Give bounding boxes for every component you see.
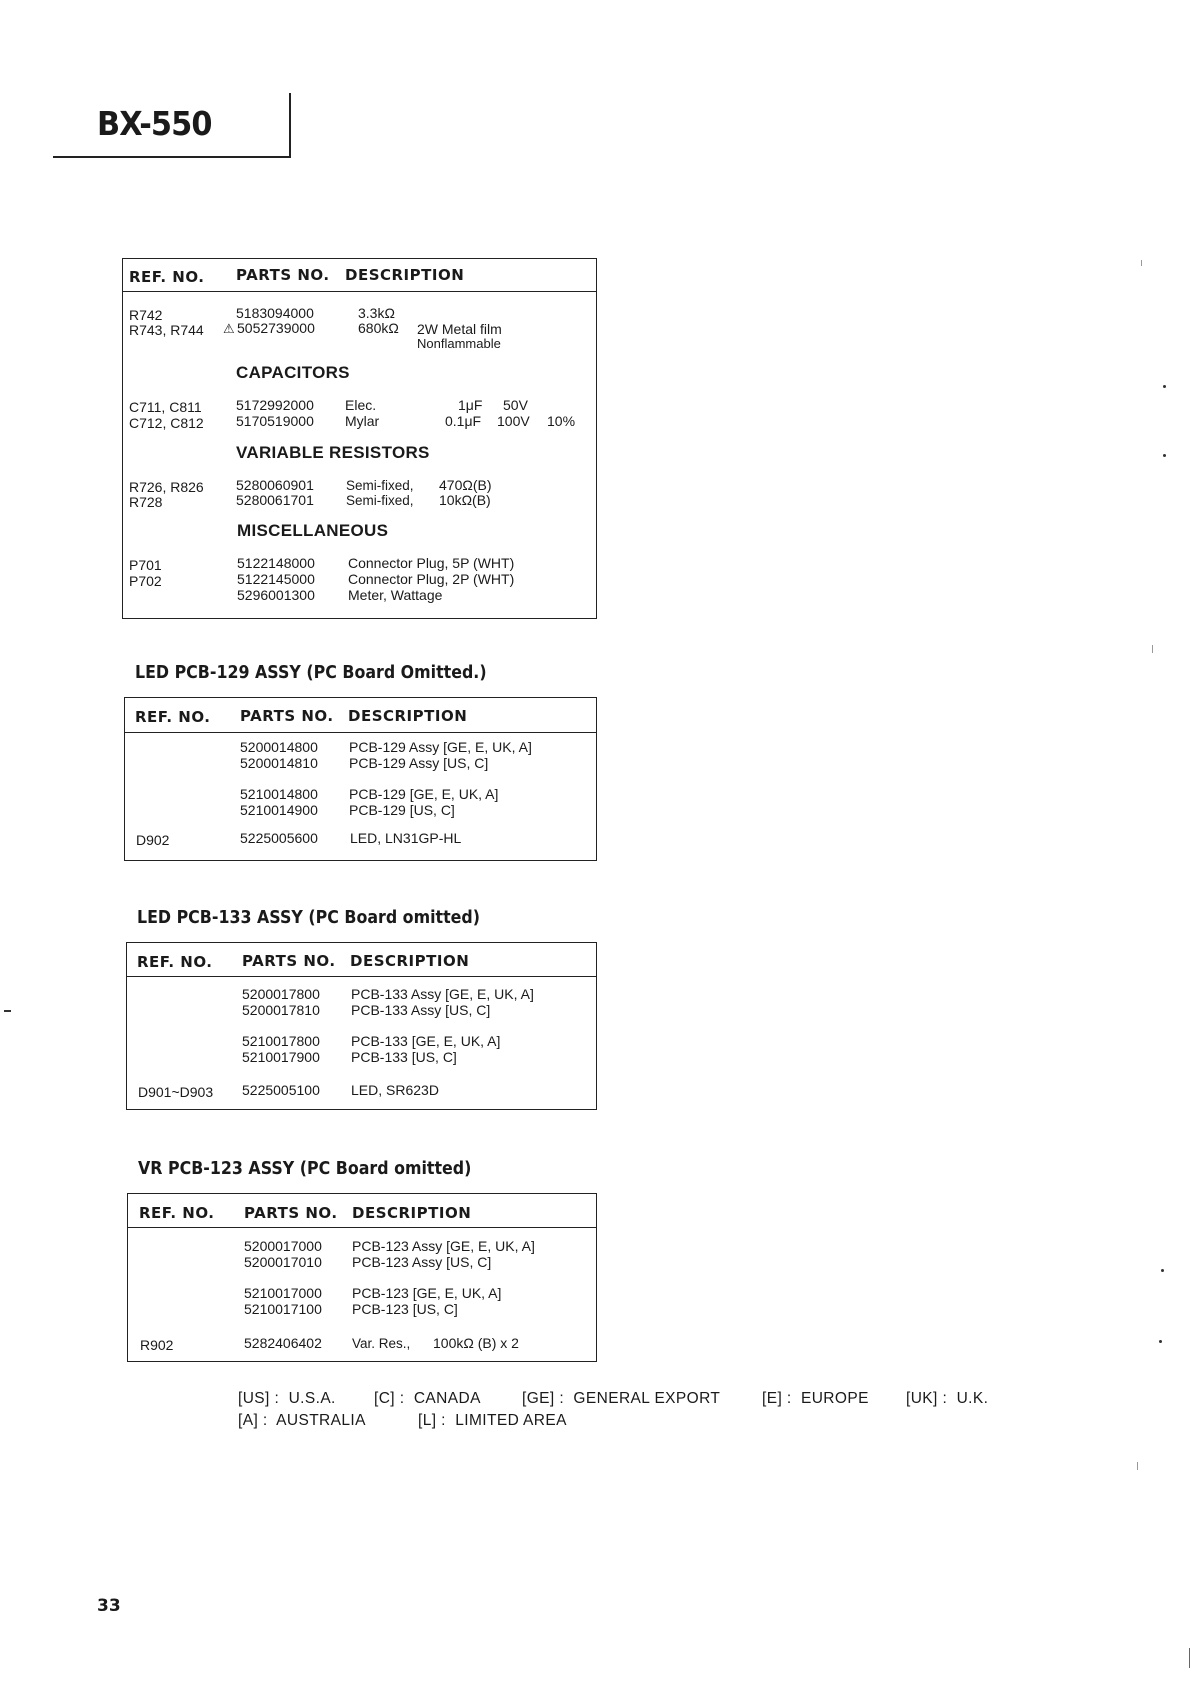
ref-no: P701 [129, 557, 162, 573]
header-rule-vertical [289, 93, 291, 157]
description: PCB-133 [GE, E, UK, A] [351, 1033, 501, 1049]
col-description: DESCRIPTION [348, 707, 468, 725]
col-ref-no: REF. NO. [129, 268, 205, 286]
voltage: 100V [497, 413, 530, 429]
legend-ge: [GE] : GENERAL EXPORT [522, 1390, 721, 1407]
scan-speck [1159, 1340, 1162, 1343]
parts-no: 5210014800 [240, 786, 318, 802]
parts-no: 5200014810 [240, 755, 318, 771]
description: Mylar [345, 413, 380, 429]
parts-no: 5172992000 [236, 397, 314, 413]
col-description: DESCRIPTION [352, 1204, 472, 1222]
parts-no: 5170519000 [236, 413, 314, 429]
col-parts-no: PARTS NO. [244, 1204, 338, 1222]
ref-no: C711, C811 [129, 399, 202, 415]
section-title-pcb-123: VR PCB-123 ASSY (PC Board omitted) [138, 1158, 472, 1179]
col-parts-no: PARTS NO. [236, 266, 330, 284]
section-title-pcb-133: LED PCB-133 ASSY (PC Board omitted) [137, 907, 480, 928]
description: PCB-133 [US, C] [351, 1049, 457, 1065]
scan-mark [1137, 1462, 1138, 1470]
ref-no: D901~D903 [138, 1084, 214, 1100]
parts-no: 5122148000 [237, 555, 315, 571]
safety-mark-icon: ⚠ [223, 321, 235, 336]
col-description: DESCRIPTION [345, 266, 465, 284]
parts-no: 5122145000 [237, 571, 315, 587]
parts-no: 5282406402 [244, 1335, 322, 1351]
description: PCB-133 Assy [US, C] [351, 1002, 491, 1018]
scan-mark [1152, 645, 1153, 653]
model-title: BX-550 [97, 104, 212, 143]
col-ref-no: REF. NO. [135, 708, 211, 726]
description: Meter, Wattage [348, 587, 443, 603]
parts-no: 5200017010 [244, 1254, 322, 1270]
ref-no: R726, R826 [129, 479, 204, 495]
parts-no: 5200017000 [244, 1238, 322, 1254]
description: LED, LN31GP-HL [350, 830, 462, 846]
parts-table-pcb-123 [127, 1193, 597, 1362]
ref-no: C712, C812 [129, 415, 204, 431]
description: 680kΩ [358, 320, 399, 336]
description: 3.3kΩ [358, 305, 395, 321]
description: PCB-123 [US, C] [352, 1301, 458, 1317]
description: PCB-133 Assy [GE, E, UK, A] [351, 986, 534, 1002]
value: 1μF [458, 397, 483, 413]
parts-table-main [122, 258, 597, 619]
table-header [128, 1194, 596, 1228]
parts-no: 5200014800 [240, 739, 318, 755]
scan-mark [1141, 260, 1142, 266]
section-miscellaneous: MISCELLANEOUS [237, 521, 389, 540]
col-description: DESCRIPTION [350, 952, 470, 970]
page-number: 33 [97, 1596, 121, 1616]
col-parts-no: PARTS NO. [242, 952, 336, 970]
legend-uk: [UK] : U.K. [906, 1390, 989, 1407]
parts-no: 5296001300 [237, 587, 315, 603]
ref-no: P702 [129, 573, 162, 589]
description: PCB-129 [US, C] [349, 802, 455, 818]
value: 10kΩ(B) [439, 492, 491, 508]
parts-no: 5210017100 [244, 1301, 322, 1317]
section-title-pcb-129: LED PCB-129 ASSY (PC Board Omitted.) [135, 662, 487, 683]
description: Connector Plug, 2P (WHT) [348, 571, 515, 587]
parts-no: 5210017000 [244, 1285, 322, 1301]
description: PCB-129 Assy [GE, E, UK, A] [349, 739, 532, 755]
col-ref-no: REF. NO. [139, 1204, 215, 1222]
parts-no: 5225005600 [240, 830, 318, 846]
description: Elec. [345, 397, 377, 413]
value: 470Ω(B) [439, 477, 492, 493]
description: PCB-123 [GE, E, UK, A] [352, 1285, 502, 1301]
scan-speck [1163, 454, 1166, 457]
scan-mark [4, 1010, 11, 1012]
header-rule [53, 156, 291, 158]
scan-speck [1163, 385, 1166, 388]
ref-no: R743, R744 [129, 322, 204, 338]
description: PCB-123 Assy [GE, E, UK, A] [352, 1238, 535, 1254]
parts-no: 5210014900 [240, 802, 318, 818]
parts-table-pcb-129 [124, 697, 597, 861]
parts-no: 5210017800 [242, 1033, 320, 1049]
legend-us: [US] : U.S.A. [238, 1390, 336, 1407]
ref-no: D902 [136, 832, 170, 848]
parts-no: 5280060901 [236, 477, 314, 493]
legend-e: [E] : EUROPE [762, 1390, 869, 1407]
description: PCB-129 [GE, E, UK, A] [349, 786, 499, 802]
voltage: 50V [503, 397, 528, 413]
parts-no: 5200017810 [242, 1002, 320, 1018]
scan-speck [1161, 1269, 1164, 1272]
scan-mark [1189, 1648, 1190, 1668]
table-header [127, 943, 596, 977]
legend-a: [A] : AUSTRALIA [238, 1412, 366, 1429]
ref-no: R742 [129, 307, 163, 323]
legend-c: [C] : CANADA [374, 1390, 481, 1407]
description: Semi-fixed, [346, 478, 414, 493]
parts-no: 5210017900 [242, 1049, 320, 1065]
parts-no: 5052739000 [237, 320, 315, 336]
value: 0.1μF [445, 413, 482, 429]
description: Var. Res., [352, 1336, 411, 1351]
value: 100kΩ (B) x 2 [433, 1335, 519, 1351]
description: Connector Plug, 5P (WHT) [348, 555, 515, 571]
description: PCB-129 Assy [US, C] [349, 755, 489, 771]
section-capacitors: CAPACITORS [236, 363, 350, 382]
section-variable-resistors: VARIABLE RESISTORS [236, 443, 430, 462]
parts-no: 5183094000 [236, 305, 314, 321]
col-parts-no: PARTS NO. [240, 707, 334, 725]
legend-l: [L] : LIMITED AREA [418, 1412, 567, 1429]
description-detail: Nonflammable [417, 336, 501, 351]
table-header [123, 259, 596, 292]
tolerance: 10% [547, 413, 576, 429]
description: Semi-fixed, [346, 493, 414, 508]
parts-table-pcb-133 [126, 942, 597, 1110]
parts-no: 5200017800 [242, 986, 320, 1002]
table-header [125, 698, 596, 733]
description: PCB-123 Assy [US, C] [352, 1254, 492, 1270]
parts-no: 5280061701 [236, 492, 314, 508]
ref-no: R902 [140, 1337, 174, 1353]
ref-no: R728 [129, 494, 163, 510]
col-ref-no: REF. NO. [137, 953, 213, 971]
parts-no: 5225005100 [242, 1082, 320, 1098]
description: LED, SR623D [351, 1082, 439, 1098]
description-detail: 2W Metal film [417, 321, 502, 337]
